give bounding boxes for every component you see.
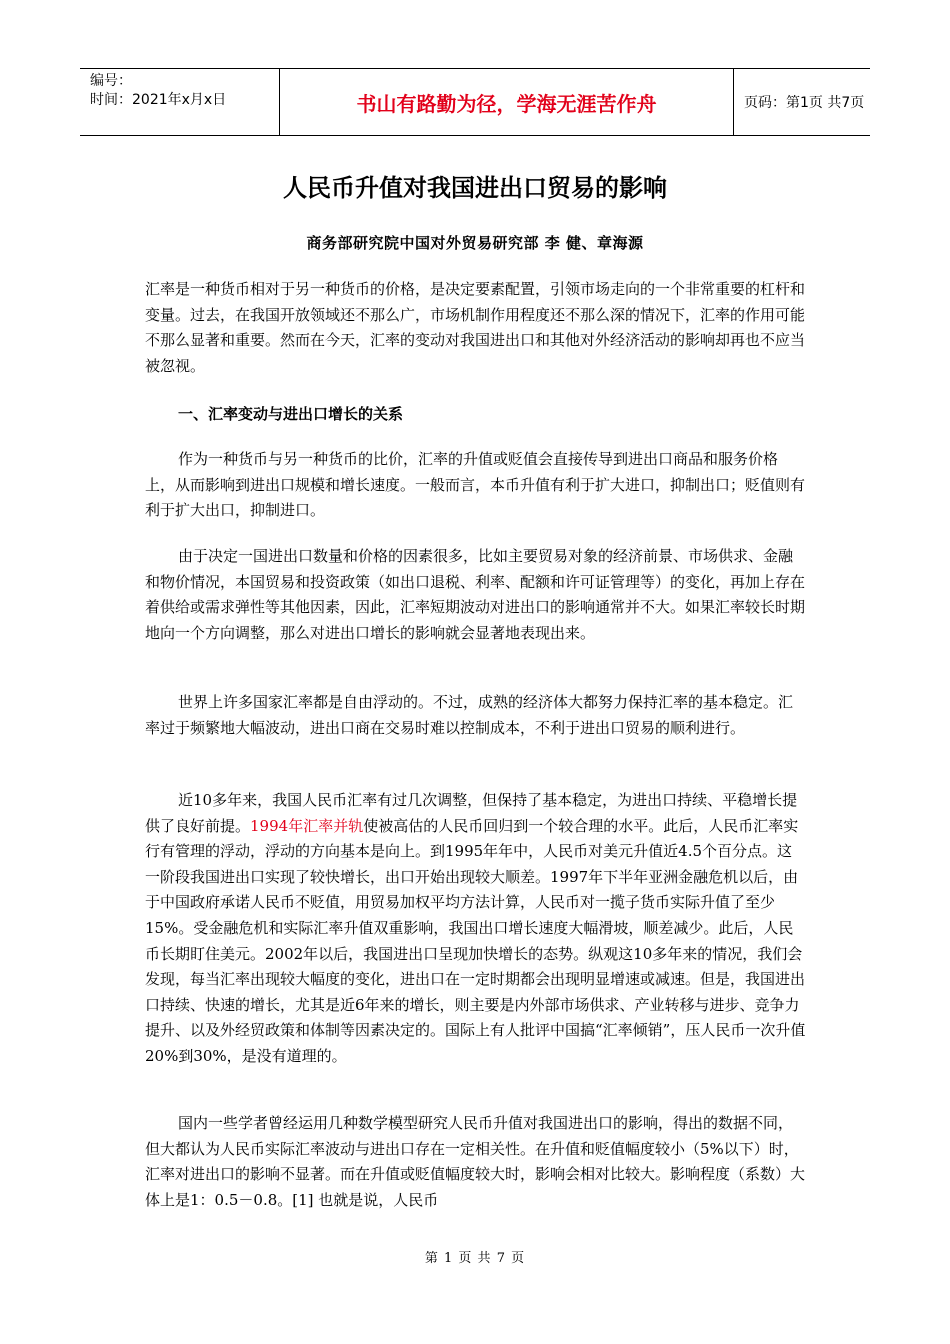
document-title: 人民币升值对我国进出口贸易的影响 xyxy=(283,174,667,202)
page-info-cell xyxy=(734,69,870,135)
motto-text: 书山有路勤为径，学海无涯苦作舟 xyxy=(356,91,657,116)
paragraph-2: 作为一种货币与另一种货币的比价，汇率的升值或贬值会直接传导到进出口商品和服务价格上，从而影响到进出口规模和增长速度。一般而言，本币升值有利于扩大进口，抑制出口；贬值则有利于扩大出口，抑制进口。 xyxy=(145,450,806,520)
exchange-rate-link[interactable]: 1994年汇率并轨 xyxy=(250,816,364,835)
paragraph-4: 世界上许多国家汇率都是自由浮动的。不过，成熟的经济体大都努力保持汇率的基本稳定。汇率过于频繁地大幅波动，进出口商在交易时难以控制成本，不利于进出口贸易的顺利进行。 xyxy=(145,693,794,737)
paragraph-5 xyxy=(145,788,807,1070)
date-label: 时间：2021年x月x日 xyxy=(90,92,227,108)
number-label: 编号： xyxy=(90,73,132,89)
author-line: 商务部研究院中国对外贸易研究部 李 健、章海源 xyxy=(306,234,644,252)
section-heading-1: 一、汇率变动与进出口增长的关系 xyxy=(178,405,404,423)
paragraph-intro: 汇率是一种货币相对于另一种货币的价格，是决定要素配置，引领市场走向的一个非常重要的杠杆和变量。过去，在我国开放领域还不那么广，市场机制作用程度还不那么深的情况下，汇率的作用可能不那么显著和重要。然而在今天，汇率的变动对我国进出口和其他对外经济活动的影响却再也不应当被忽视。 xyxy=(145,280,806,375)
paragraph-5-part-b: 使被高估的人民币回归到一个较合理的水平。此后，人民币汇率实行有管理的浮动，浮动的方向基本是向上。到1995年年中，人民币对美元升值近4.5个百分点。这一阶段我国进出口实现了较快增长，出口开始出现较大顺差。1997年下半年亚洲金融危机以后，由于中国政府承诺人民币不贬值，用贸易加权平均方法计算，人民币对一揽子货币实际升值了至少15%。受金融危机和实际汇率升值双重影响，我国出口增长速度大幅滑坡，顺差减少。此后，人民币长期盯住美元。2002年以后，我国进出口呈现加快增长的态势。纵观这10多年来的情况，我们会发现，每当汇率出现较大幅度的变化，进出口在一定时期都会出现明显增速或减速。但是，我国进出口持续、快速的增长，尤其是近6年来的增长，则主要是内外部市场供求、产业转移与进步、竞争力提升、以及外经贸政策和体制等因素决定的。国际上有人批评中国搞“汇率倾销”，压人民币一次升值20%到30%，是没有道理的。 xyxy=(145,816,806,1065)
page-info-text: 页码：第1页 共7页 xyxy=(744,95,865,111)
motto-cell xyxy=(280,69,734,135)
paragraph-3: 由于决定一国进出口数量和价格的因素很多，比如主要贸易对象的经济前景、市场供求、金融和物价情况，本国贸易和投资政策（如出口退税、利率、配额和许可证管理等）的变化，再加上存在着供给或需求弹性等其他因素，因此，汇率短期波动对进出口的影响通常并不大。如果汇率较长时期地向一个方向调整，那么对进出口增长的影响就会显著地表现出来。 xyxy=(145,547,806,642)
page-footer: 第 1 页 共 7 页 xyxy=(424,1251,526,1266)
header-meta-cell xyxy=(80,69,280,135)
paragraph-6: 国内一些学者曾经运用几种数学模型研究人民币升值对我国进出口的影响，得出的数据不同，但大都认为人民币实际汇率波动与进出口存在一定相关性。在升值和贬值幅度较小（5%以下）时，汇率对进出口的影响不显著。而在升值或贬值幅度较大时，影响会相对比较大。影响程度（系数）大体上是1：0.5－0.8。[1] 也就是说，人民币 xyxy=(145,1114,806,1209)
paragraph-5-part-a: 近10多年来，我国人民币汇率有过几次调整，但保持了基本稳定，为进出口持续、平稳增长提供了良好前提。 xyxy=(145,791,798,835)
header-table xyxy=(80,68,870,136)
